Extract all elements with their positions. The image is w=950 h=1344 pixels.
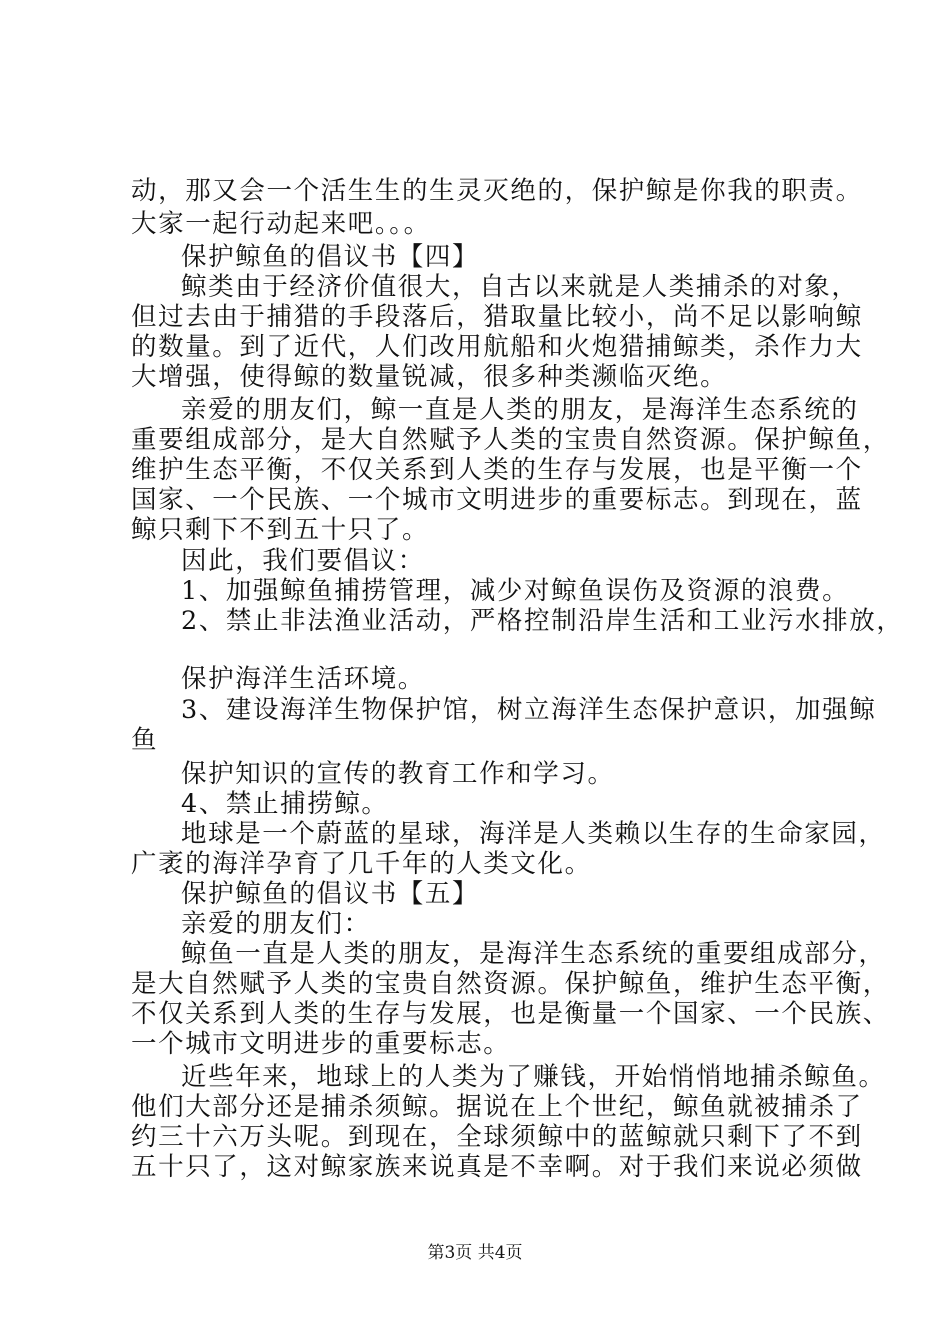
text-line: 鲸鱼一直是人类的朋友，是海洋生态系统的重要组成部分， — [181, 939, 886, 969]
text-line: 鱼 — [131, 725, 159, 755]
text-line: 的数量。到了近代，人们改用航船和火炮猎捕鲸类，杀作力大 — [131, 332, 863, 362]
text-line: 约三十六万头呢。到现在，全球须鲸中的蓝鲸就只剩下了不到 — [131, 1122, 863, 1152]
text-line: 保护知识的宣传的教育工作和学习。 — [181, 759, 615, 789]
text-line: 亲爱的朋友们： — [181, 909, 371, 939]
text-line: 是大自然赋予人类的宝贵自然资源。保护鲸鱼，维护生态平衡， — [131, 969, 890, 999]
list-item: 1、加强鲸鱼捕捞管理，减少对鲸鱼误伤及资源的浪费。 — [181, 576, 850, 606]
text-line: 一个城市文明进步的重要标志。 — [131, 1029, 511, 1059]
text-line: 动，那又会一个活生生的生灵灭绝的，保护鲸是你我的职责。 — [131, 176, 863, 206]
text-line: 五十只了，这对鲸家族来说真是不幸啊。对于我们来说必须做 — [131, 1152, 863, 1182]
text-line: 大增强，使得鲸的数量锐减，很多种类濒临灭绝。 — [131, 362, 728, 392]
text-line: 不仅关系到人类的生存与发展，也是衡量一个国家、一个民族、 — [131, 999, 890, 1029]
text-line: 维护生态平衡，不仅关系到人类的生存与发展，也是平衡一个 — [131, 455, 863, 485]
section-heading: 保护鲸鱼的倡议书【四】 — [181, 242, 480, 272]
list-item: 2、禁止非法渔业活动，严格控制沿岸生活和工业污水排放， — [181, 606, 904, 636]
list-item: 3、建设海洋生物保护馆，树立海洋生态保护意识，加强鲸 — [181, 695, 877, 725]
list-item: 4、禁止捕捞鲸。 — [181, 789, 389, 819]
text-line: 因此，我们要倡议： — [181, 546, 425, 576]
text-line: 鲸只剩下不到五十只了。 — [131, 515, 430, 545]
text-line: 他们大部分还是捕杀须鲸。据说在上个世纪，鲸鱼就被捕杀了 — [131, 1092, 863, 1122]
section-heading: 保护鲸鱼的倡议书【五】 — [181, 879, 480, 909]
text-line: 近些年来，地球上的人类为了赚钱，开始悄悄地捕杀鲸鱼。 — [181, 1062, 886, 1092]
text-line: 大家一起行动起来吧。。。 — [131, 209, 431, 239]
text-line: 鲸类由于经济价值很大，自古以来就是人类捕杀的对象， — [181, 272, 859, 302]
text-line: 但过去由于捕猎的手段落后，猎取量比较小，尚不足以影响鲸 — [131, 302, 863, 332]
text-line: 保护海洋生活环境。 — [181, 664, 425, 694]
text-line: 亲爱的朋友们，鲸一直是人类的朋友，是海洋生态系统的 — [181, 395, 859, 425]
text-line: 地球是一个蔚蓝的星球，海洋是人类赖以生存的生命家园， — [181, 819, 886, 849]
text-line: 重要组成部分，是大自然赋予人类的宝贵自然资源。保护鲸鱼， — [131, 425, 890, 455]
page-number-footer: 第3页 共4页 — [427, 1243, 523, 1263]
text-line: 广袤的海洋孕育了几千年的人类文化。 — [131, 849, 592, 879]
text-line: 国家、一个民族、一个城市文明进步的重要标志。到现在，蓝 — [131, 485, 863, 515]
